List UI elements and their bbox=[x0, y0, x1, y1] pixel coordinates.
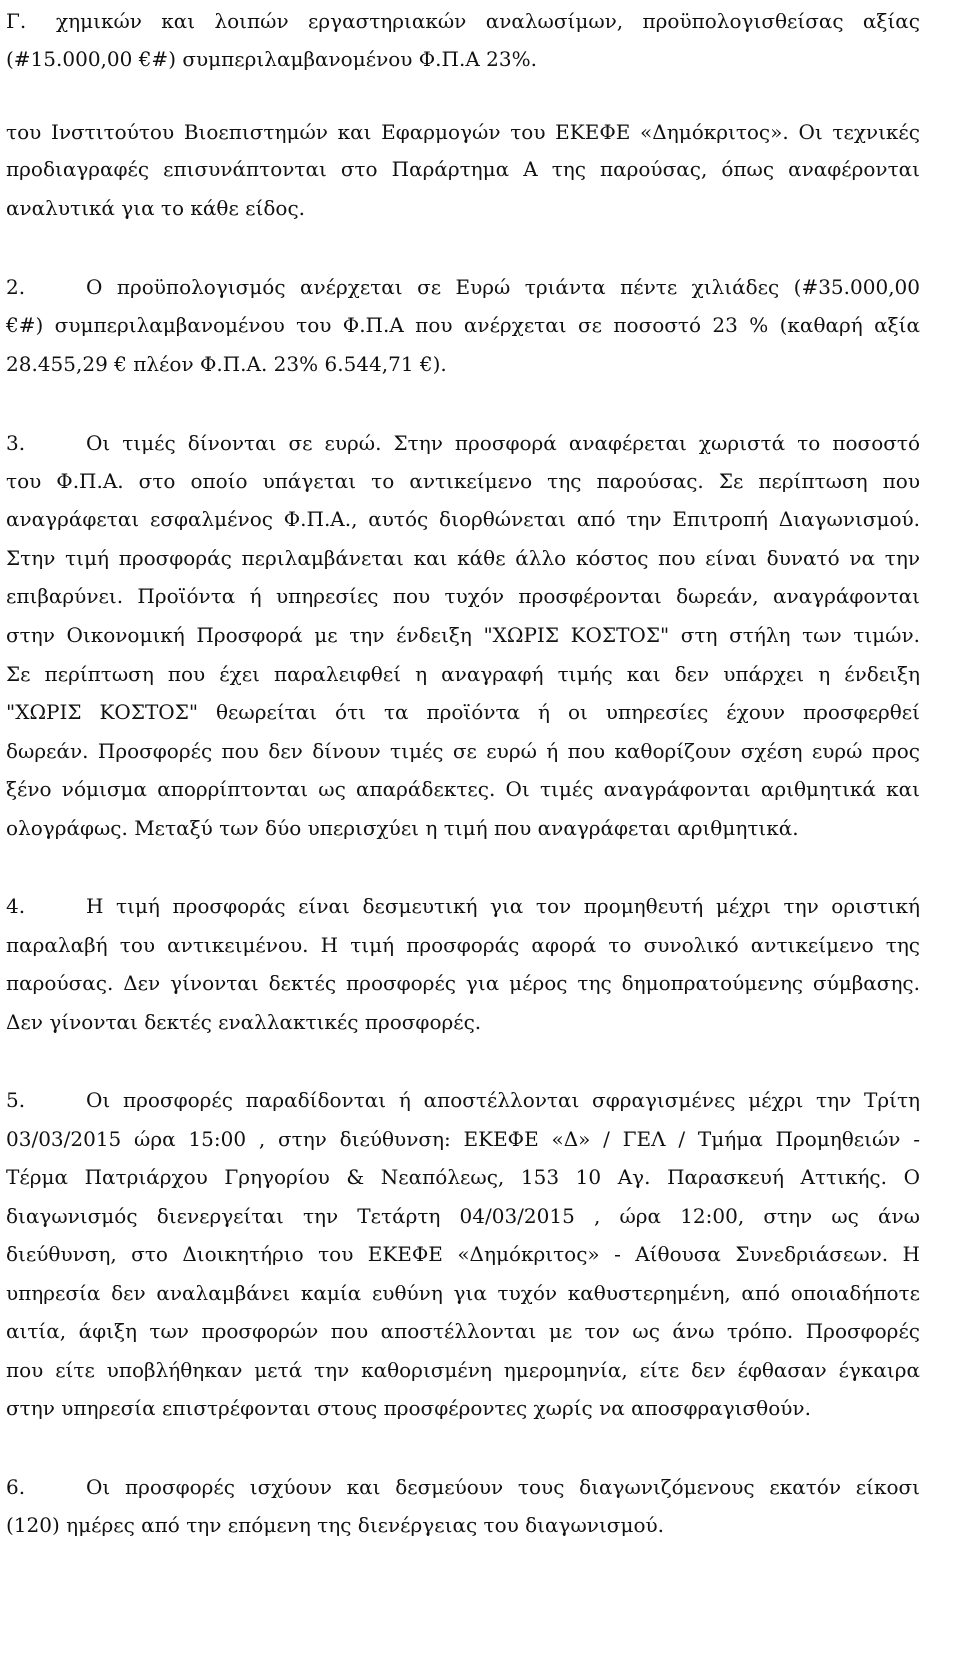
section-4-line-4: Δεν γίνονται δεκτές εναλλακτικές προσφορές. bbox=[6, 1010, 482, 1034]
intro-line-2: προδιαγραφές επισυνάπτονται στο Παράρτημα Α της παρούσας, όπως αναφέρονται bbox=[6, 157, 920, 181]
section-3-line-1 bbox=[6, 424, 920, 462]
section-3-line-11: ολογράφως. Μεταξύ των δύο υπερισχύει η τιμή που αναγράφεται αριθμητικά. bbox=[6, 816, 799, 840]
item-g-line-1 bbox=[6, 2, 920, 40]
section-5-line-1 bbox=[6, 1081, 920, 1119]
section-2-text-1: Ο προϋπολογισμός ανέρχεται σε Ευρώ τριάντα πέντε χιλιάδες (#35.000,00 bbox=[86, 275, 920, 299]
section-5-line-8: που είτε υποβλήθηκαν μετά την καθορισμένη ημερομηνία, είτε δεν έφθασαν έγκαιρα bbox=[6, 1358, 920, 1382]
section-6-line-2: (120) ημέρες από την επόμενη της διενέργειας του διαγωνισμού. bbox=[6, 1513, 664, 1537]
section-3-line-5: επιβαρύνει. Προϊόντα ή υπηρεσίες που τυχόν προσφέρονται δωρεάν, αναγράφονται bbox=[6, 584, 920, 608]
section-3-line-7: Σε περίπτωση που έχει παραλειφθεί η αναγραφή τιμής και δεν υπάρχει η ένδειξη bbox=[6, 662, 920, 686]
section-6-line-1 bbox=[6, 1468, 920, 1506]
section-2-number: 2. bbox=[6, 275, 26, 299]
section-5-line-6: υπηρεσία δεν αναλαμβάνει καμία ευθύνη για τυχόν καθυστερημένη, από οποιαδήποτε bbox=[6, 1281, 920, 1305]
section-3-line-8: "ΧΩΡΙΣ ΚΟΣΤΟΣ" θεωρείται ότι τα προϊόντα ή οι υπηρεσίες έχουν προσφερθεί bbox=[6, 700, 920, 724]
section-3-line-6: στην Οικονομική Προσφορά με την ένδειξη "ΧΩΡΙΣ ΚΟΣΤΟΣ" στη στήλη των τιμών. bbox=[6, 623, 920, 647]
section-3-line-2: του Φ.Π.Α. στο οποίο υπάγεται το αντικείμενο της παρούσας. Σε περίπτωση που bbox=[6, 469, 920, 493]
section-2-line-3: 28.455,29 € πλέον Φ.Π.Α. 23% 6.544,71 €). bbox=[6, 352, 447, 376]
section-6-number: 6. bbox=[6, 1475, 26, 1499]
section-3-text-1: Οι τιμές δίνονται σε ευρώ. Στην προσφορά αναφέρεται χωριστά το ποσοστό bbox=[86, 431, 920, 455]
intro-line-3: αναλυτικά για το κάθε είδος. bbox=[6, 196, 306, 220]
section-5-line-9: στην υπηρεσία επιστρέφονται στους προσφέροντες χωρίς να αποσφραγισθούν. bbox=[6, 1396, 811, 1420]
section-5-line-3: Τέρμα Πατριάρχου Γρηγορίου & Νεαπόλεως, 153 10 Αγ. Παρασκευή Αττικής. Ο bbox=[6, 1165, 920, 1189]
section-4-line-3: παρούσας. Δεν γίνονται δεκτές προσφορές για μέρος της δημοπρατούμενης σύμβασης. bbox=[6, 971, 920, 995]
section-4-line-1 bbox=[6, 887, 920, 925]
item-g-text-1: χημικών και λοιπών εργαστηριακών αναλωσίμων, προϋπολογισθείσας αξίας bbox=[56, 9, 920, 33]
section-5-line-5: διεύθυνση, στο Διοικητήριο του ΕΚΕΦΕ «Δημόκριτος» - Αίθουσα Συνεδριάσεων. Η bbox=[6, 1242, 920, 1266]
section-4-number: 4. bbox=[6, 894, 26, 918]
item-g-marker: Γ. bbox=[6, 9, 27, 33]
section-3-line-4: Στην τιμή προσφοράς περιλαμβάνεται και κάθε άλλο κόστος που είναι δυνατό να την bbox=[6, 546, 920, 570]
section-6-text-1: Οι προσφορές ισχύουν και δεσμεύουν τους διαγωνιζόμενους εκατόν είκοσι bbox=[86, 1475, 920, 1499]
section-3-line-10: ξένο νόμισμα απορρίπτονται ως απαράδεκτες. Οι τιμές αναγράφονται αριθμητικά και bbox=[6, 777, 920, 801]
section-3-line-9: δωρεάν. Προσφορές που δεν δίνουν τιμές σε ευρώ ή που καθορίζουν σχέση ευρώ προς bbox=[6, 739, 920, 763]
intro-line-1: του Ινστιτούτου Βιοεπιστημών και Εφαρμογών του ΕΚΕΦΕ «Δημόκριτος». Οι τεχνικές bbox=[6, 120, 920, 144]
section-5-line-7: αιτία, άφιξη των προσφορών που αποστέλλονται με τον ως άνω τρόπο. Προσφορές bbox=[6, 1319, 920, 1343]
section-3-number: 3. bbox=[6, 431, 26, 455]
section-4-line-2: παραλαβή του αντικειμένου. Η τιμή προσφοράς αφορά το συνολικό αντικείμενο της bbox=[6, 933, 920, 957]
section-4-text-1: Η τιμή προσφοράς είναι δεσμευτική για τον προμηθευτή μέχρι την οριστική bbox=[86, 894, 920, 918]
section-5-text-1: Οι προσφορές παραδίδονται ή αποστέλλονται σφραγισμένες μέχρι την Τρίτη bbox=[86, 1088, 920, 1112]
section-5-line-2: 03/03/2015 ώρα 15:00 , στην διεύθυνση: ΕΚΕΦΕ «Δ» / ΓΕΛ / Τμήμα Προμηθειών - bbox=[6, 1127, 920, 1151]
section-5-line-4: διαγωνισμός διενεργείται την Τετάρτη 04/03/2015 , ώρα 12:00, στην ως άνω bbox=[6, 1204, 920, 1228]
section-2-line-2: €#) συμπεριλαμβανομένου του Φ.Π.Α που ανέρχεται σε ποσοστό 23 % (καθαρή αξία bbox=[6, 313, 920, 337]
section-5-number: 5. bbox=[6, 1088, 26, 1112]
section-2-line-1 bbox=[6, 268, 920, 306]
section-3-line-3: αναγράφεται εσφαλμένος Φ.Π.Α., αυτός διορθώνεται από την Επιτροπή Διαγωνισμού. bbox=[6, 507, 920, 531]
item-g-line-2: (#15.000,00 €#) συμπεριλαμβανομένου Φ.Π.Α 23%. bbox=[6, 47, 537, 71]
